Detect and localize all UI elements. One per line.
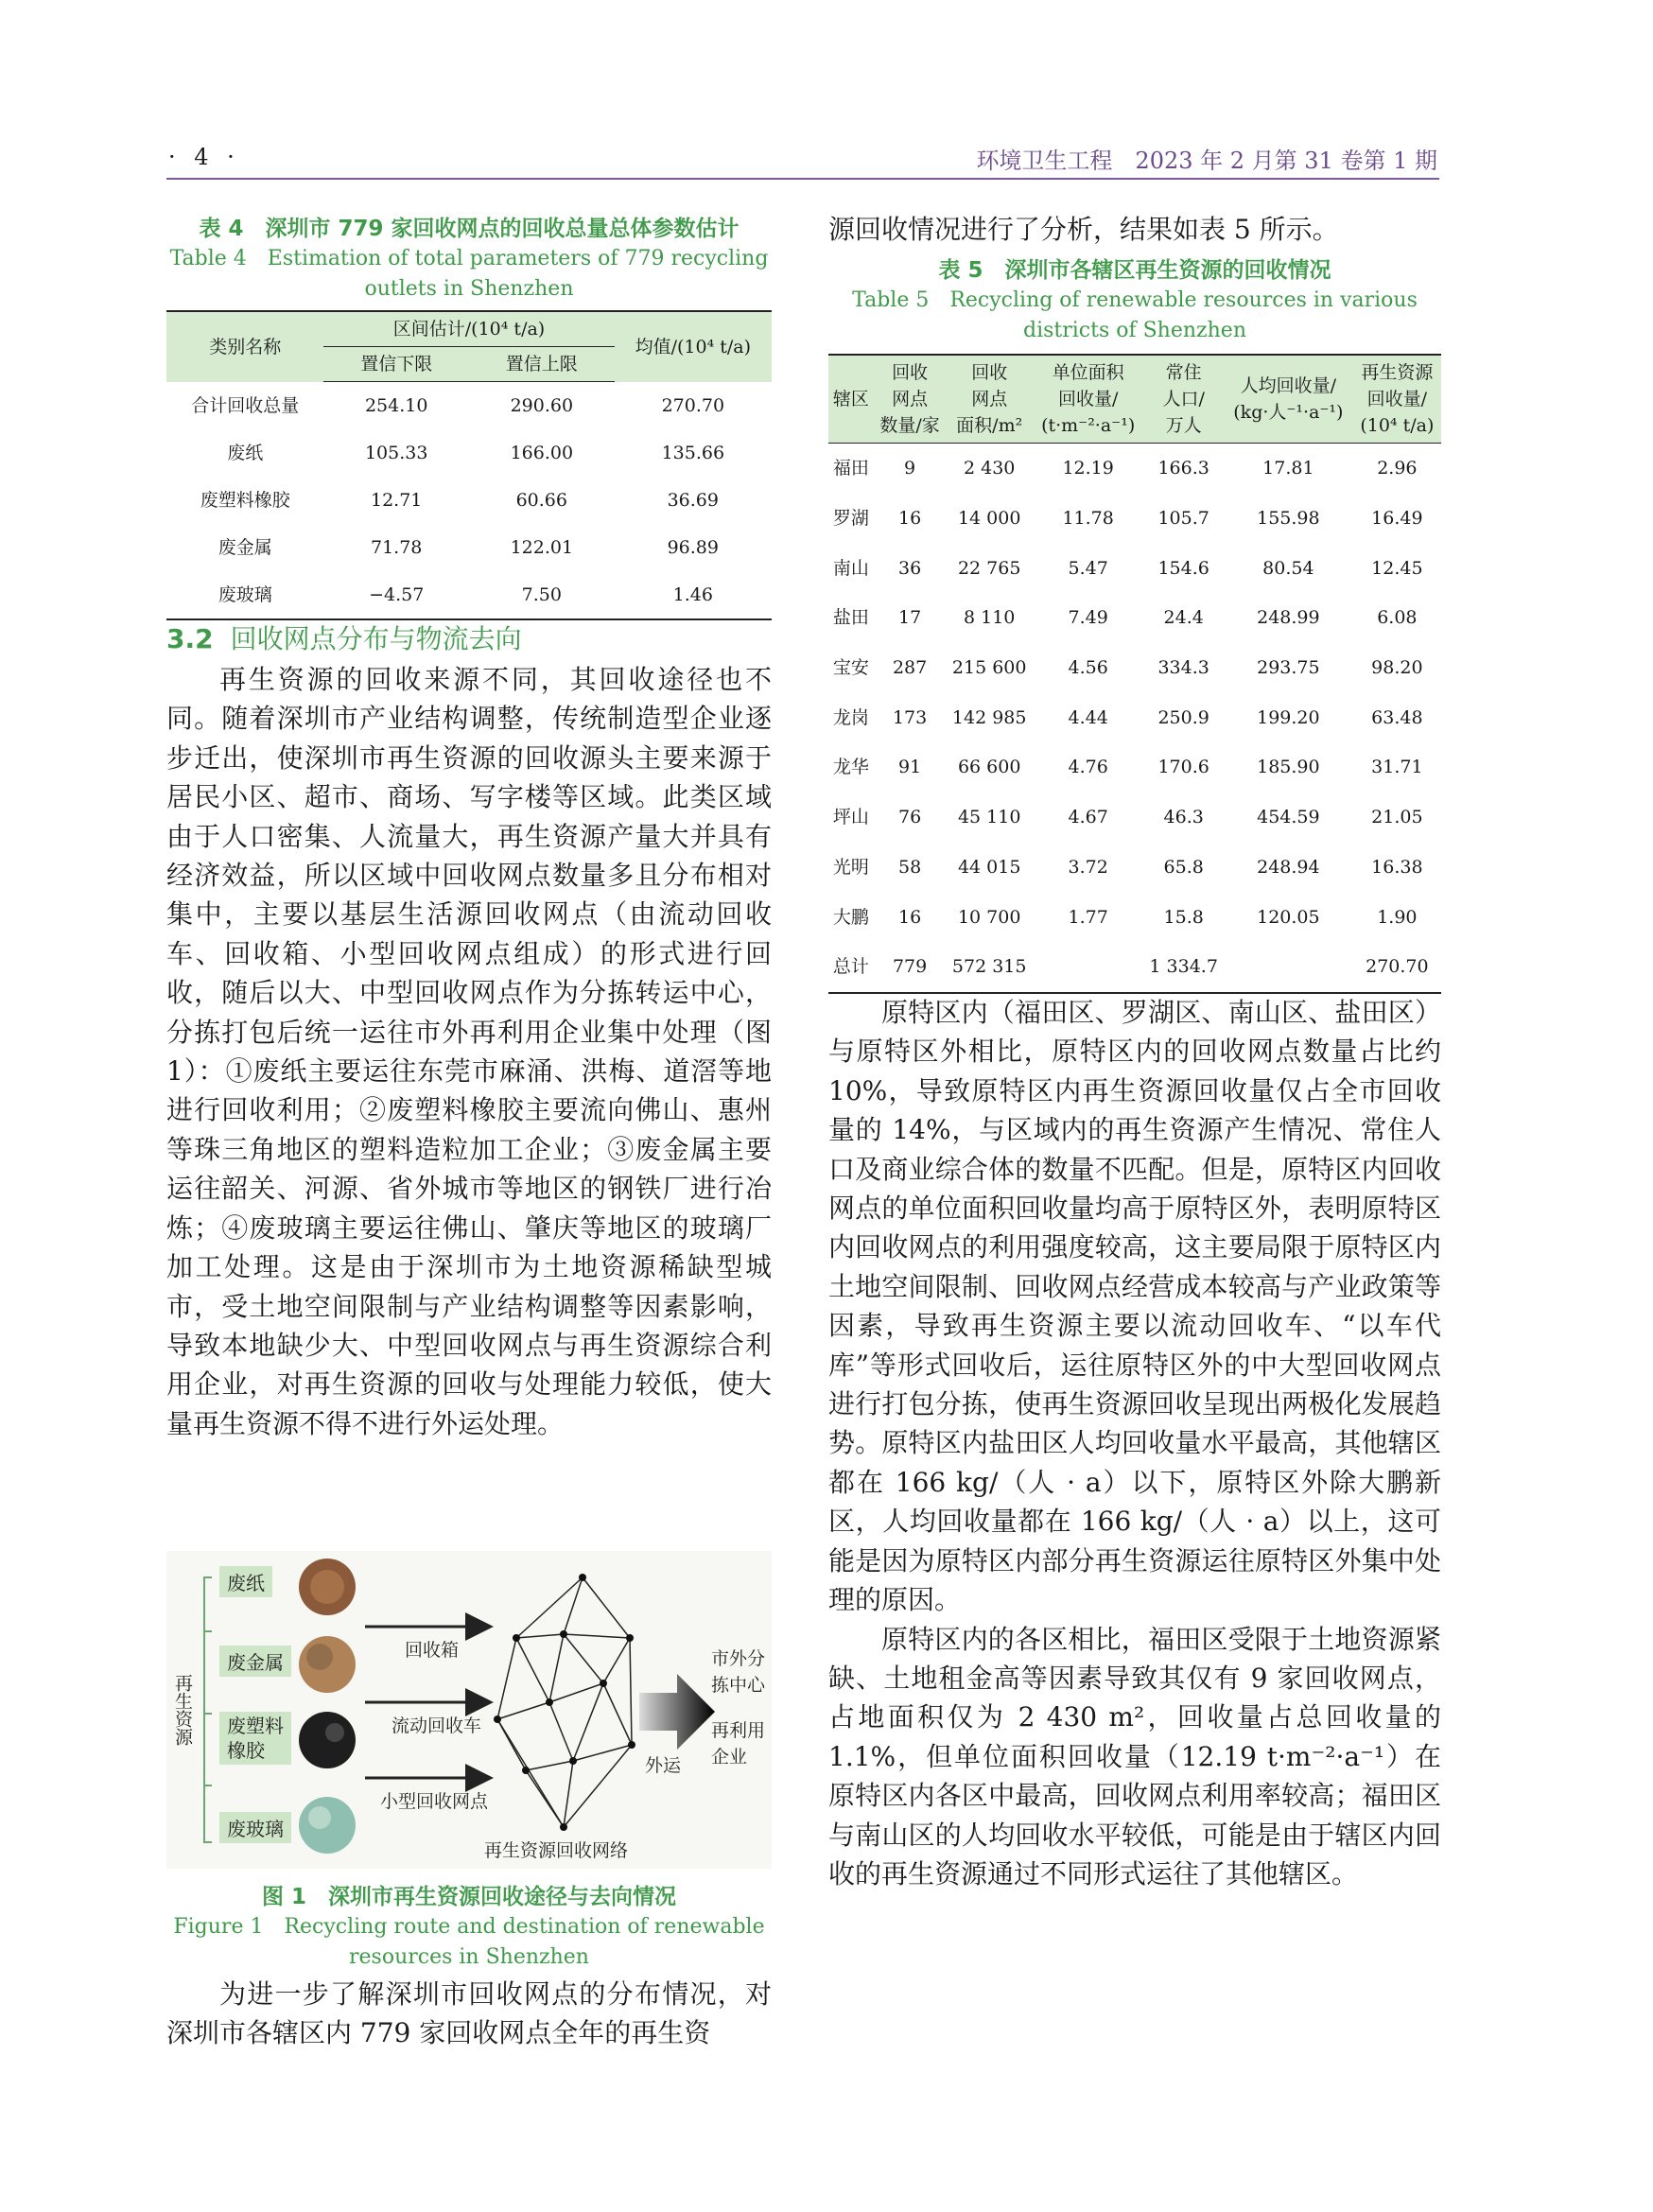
- figure1-dest-reuse: [711, 1717, 765, 1770]
- right-top: [828, 210, 1441, 249]
- figure1-caption-en-2: resources in Shenzhen: [349, 1945, 589, 1969]
- table-cell: 293.75: [1257, 657, 1320, 679]
- column-header-line: 网点: [971, 389, 1008, 409]
- table4-block: [166, 214, 772, 620]
- district-cell: 光明: [832, 856, 869, 878]
- table-cell: 46.3: [1163, 807, 1204, 828]
- table4-caption-en-1: Table 4 Estimation of total parameters of 779 recycling: [169, 247, 769, 270]
- figure1-item-plastic: [219, 1712, 291, 1765]
- table5-caption-en-1: Table 5 Recycling of renewable resources in various: [852, 288, 1418, 312]
- column-header: [1353, 355, 1441, 444]
- table-cell: 71.78: [370, 537, 423, 558]
- table-cell: 17.81: [1262, 458, 1314, 479]
- district-cell: 龙岗: [832, 706, 869, 728]
- column-header: [1224, 355, 1353, 444]
- paragraph: 为进一步了解深圳市回收网点的分布情况，对深圳市各辖区内 779 家回收网点全年的再生资: [166, 1978, 772, 2049]
- table-cell: 270.70: [1366, 956, 1429, 978]
- table-cell: 4.67: [1068, 807, 1108, 828]
- table-cell: 98.20: [1371, 657, 1423, 679]
- table-cell: 7.50: [521, 584, 562, 605]
- table-cell: 12.71: [370, 490, 423, 511]
- section-title: 回收网点分布与物流去向: [230, 623, 522, 654]
- left-body: [166, 660, 772, 1443]
- table-cell: 170.6: [1157, 757, 1209, 778]
- table-cell: 166.00: [510, 443, 574, 463]
- figure1-item-glass: 废玻璃: [219, 1812, 291, 1843]
- table5: [828, 354, 1441, 994]
- figure1-route-box: 回收箱: [405, 1640, 460, 1661]
- waste-plastic-photo: [299, 1712, 356, 1768]
- column-header: [946, 355, 1033, 444]
- section-heading: [166, 618, 522, 656]
- figure1-item-paper: 废纸: [219, 1566, 272, 1597]
- column-header-line: 回收量/: [1057, 389, 1119, 409]
- column-header-line: 辖区: [832, 389, 869, 409]
- recycling-network: [497, 1577, 632, 1827]
- table-cell: 270.70: [661, 394, 725, 416]
- table-cell: 22 765: [957, 557, 1021, 579]
- table-cell: 290.60: [510, 395, 574, 416]
- table-cell: 60.66: [515, 490, 567, 511]
- table4-header-upper: 置信上限: [469, 347, 615, 382]
- table-row: [828, 494, 1441, 544]
- table-cell: 12.19: [1062, 458, 1114, 479]
- figure1-dest-reuse-line1: 再利用: [711, 1720, 766, 1741]
- table-cell: 7.49: [1068, 607, 1108, 629]
- figure1-dest-sorting-line1: 市外分: [711, 1648, 766, 1669]
- table-cell: 44 015: [957, 856, 1021, 878]
- table-cell: 16.49: [1371, 508, 1423, 530]
- figure1-source-label: 再生资源: [172, 1674, 193, 1746]
- table-cell: 16.38: [1371, 856, 1423, 878]
- journal-header: 环境卫生工程 2023 年 2 月第 31 卷第 1 期: [976, 148, 1437, 174]
- figure1-route-small: 小型回收网点: [380, 1791, 489, 1812]
- table-cell: 3.72: [1068, 856, 1108, 878]
- table-cell: 105.7: [1157, 508, 1209, 530]
- district-cell: 福田: [832, 458, 869, 479]
- column-header-line: (10⁴ t/a): [1360, 415, 1435, 436]
- district-cell: 南山: [832, 557, 869, 579]
- table4: [166, 310, 772, 620]
- right-body: [828, 993, 1441, 1893]
- table-cell: 334.3: [1157, 657, 1209, 679]
- column-header-line: 回收: [892, 362, 929, 383]
- table4-header-lower: 置信下限: [323, 347, 469, 382]
- table-row: [828, 742, 1441, 792]
- table4-header-interval: 区间估计/(10⁴ t/a): [323, 311, 614, 347]
- table-cell: 250.9: [1157, 706, 1209, 728]
- table-cell: 12.45: [1371, 557, 1423, 579]
- column-header: [828, 355, 874, 444]
- table-cell: 76: [897, 807, 922, 828]
- figure1-dest-reuse-line2: 企业: [711, 1747, 748, 1768]
- figure1-item-plastic-line1: 废塑料: [227, 1715, 284, 1737]
- table-cell: 248.94: [1257, 856, 1320, 878]
- table-cell: 80.54: [1262, 557, 1314, 579]
- table-cell: 45 110: [957, 807, 1021, 828]
- table-cell: 11.78: [1062, 508, 1114, 530]
- column-header-line: 人均回收量/: [1240, 375, 1337, 396]
- table-row: [828, 643, 1441, 693]
- table-cell: 8 110: [963, 607, 1016, 629]
- paragraph: 源回收情况进行了分析，结果如表 5 所示。: [828, 214, 1339, 245]
- figure1-dest-sorting-line2: 拣中心: [711, 1675, 766, 1696]
- table-cell: 166.3: [1157, 458, 1209, 479]
- row-label: 合计回收总量: [191, 394, 300, 416]
- table-cell: 14 000: [957, 508, 1021, 530]
- table-row: [166, 524, 772, 571]
- table-row: [828, 892, 1441, 942]
- table-cell: 91: [897, 757, 922, 778]
- table4-caption-zh: 表 4 深圳市 779 家回收网点的回收总量总体参数估计: [199, 217, 740, 241]
- table-cell: 10 700: [957, 906, 1021, 928]
- table-cell: 63.48: [1371, 706, 1423, 728]
- figure1-network-label: 再生资源回收网络: [484, 1840, 629, 1861]
- district-cell: 坪山: [832, 807, 869, 828]
- table-cell: 287: [892, 657, 928, 679]
- table-row: [828, 692, 1441, 742]
- table4-caption-en-2: outlets in Shenzhen: [364, 277, 574, 301]
- table-cell: 199.20: [1257, 706, 1320, 728]
- figure1: [166, 1551, 772, 1869]
- table-row: [166, 477, 772, 524]
- table-cell: 1 334.7: [1149, 956, 1218, 978]
- table4-body: [166, 382, 772, 620]
- table-cell: 173: [892, 706, 928, 728]
- table-row: [166, 382, 772, 430]
- table-cell: 16: [897, 508, 922, 530]
- table-row: [166, 571, 772, 619]
- table5-body: [828, 444, 1441, 993]
- column-header-line: 再生资源: [1361, 362, 1434, 383]
- table-cell: 65.8: [1163, 856, 1204, 878]
- table-cell: 120.05: [1257, 906, 1320, 928]
- table-cell: 4.44: [1068, 706, 1108, 728]
- table-cell: 15.8: [1163, 906, 1204, 928]
- table-row: [828, 444, 1441, 494]
- table-cell: 155.98: [1257, 508, 1320, 530]
- table-cell: 36: [897, 557, 922, 579]
- table-cell: 6.08: [1377, 607, 1418, 629]
- table-cell: 248.99: [1257, 607, 1320, 629]
- transport-arrow: [639, 1674, 715, 1750]
- row-label: 废玻璃: [218, 584, 272, 605]
- table-cell: 2.96: [1377, 458, 1418, 479]
- table-cell: 4.56: [1068, 657, 1108, 679]
- column-header-line: 回收: [971, 362, 1008, 383]
- table-cell: −4.57: [369, 584, 425, 605]
- left-tail: [166, 1975, 772, 2053]
- table-cell: 1.46: [672, 584, 713, 605]
- row-label: 废纸: [227, 443, 264, 463]
- table-cell: 779: [892, 956, 928, 978]
- table-cell: 135.66: [661, 443, 725, 463]
- paragraph: 原特区内（福田区、罗湖区、南山区、盐田区）与原特区外相比，原特区内的回收网点数量占比约 10%，导致原特区内再生资源回收量仅占全市回收量的 14%，与区域内的再生资源产生情况、常住人口及商业综合体的数量不匹配。但是，原特区内回收网点的单位面积回收量均高于原特区外，表明原特区内回收网点的利用强度较高，这主要局限于原特区内土地空间限制、回收网点经营成本较高与产业政策等因素，导致再生资源主要以流动回收车、“以车代库”等形式回收后，运往原特区外的中大型回收网点进行打包分拣，使再生资源回收呈现出两极化发展趋势。原特区内盐田区人均回收量水平最高，其他辖区都在 166 kg/（人 · a）以下，原特区外除大鹏新区，人均回收量都在 166 kg/（人 · a）以上，这可能是因为原特区内部分再生资源运往原特区外集中处理的原因。: [828, 997, 1441, 1616]
- figure1-caption-en-1: Figure 1 Recycling route and destination of renewable: [173, 1915, 765, 1939]
- table-row: [166, 429, 772, 477]
- table-row: [828, 543, 1441, 593]
- table-cell: 5.47: [1068, 557, 1108, 579]
- table-cell: 9: [904, 458, 916, 479]
- district-cell: 大鹏: [832, 906, 869, 928]
- column-header-line: 回收量/: [1366, 389, 1428, 409]
- district-cell: 宝安: [832, 657, 869, 679]
- table-cell: 58: [897, 856, 922, 878]
- table4-header-mean: 均值/(10⁴ t/a): [615, 311, 772, 382]
- paragraph: 再生资源的回收来源不同，其回收途径也不同。随着深圳市产业结构调整，传统制造型企业逐步迁出，使深圳市再生资源的回收源头主要来源于居民小区、超市、商场、写字楼等区域。此类区域由于人口密集、人流量大，再生资源产量大并具有经济效益，所以区域中回收网点数量多且分布相对集中，主要以基层生活源回收网点（由流动回收车、回收箱、小型回收网点组成）的形式进行回收，随后以大、中型回收网点作为分拣转运中心，分拣打包后统一运往市外再利用企业集中处理（图 1）：①废纸主要运往东莞市麻涌、洪梅、道滘等地进行回收利用；②废塑料橡胶主要流向佛山、惠州等珠三角地区的塑料造粒加工企业；③废金属主要运往韶关、河源、省外城市等地区的钢铁厂进行冶炼；④废玻璃主要运往佛山、肇庆等地区的玻璃厂加工处理。这是由于深圳市为土地资源稀缺型城市，受土地空间限制与产业结构调整等因素影响，导致本地缺少大、中型回收网点与再生资源综合利用企业，对再生资源的回收与处理能力较低，使大量再生资源不得不进行外运处理。: [166, 664, 772, 1439]
- table-row: [828, 843, 1441, 893]
- district-cell: 罗湖: [832, 508, 869, 530]
- table5-caption-en-2: districts of Shenzhen: [1022, 319, 1246, 342]
- table-cell: 154.6: [1157, 557, 1209, 579]
- column-header-line: 数量/家: [879, 415, 940, 436]
- district-cell: 盐田: [832, 607, 869, 629]
- table-cell: 1.90: [1377, 906, 1418, 928]
- table-row: [828, 942, 1441, 993]
- header-rule: [166, 178, 1439, 180]
- table-cell: 36.69: [667, 490, 719, 511]
- column-header-line: (kg·人⁻¹·a⁻¹): [1233, 402, 1344, 423]
- district-cell: 龙华: [832, 757, 869, 778]
- page-number: · 4 ·: [168, 144, 240, 170]
- column-header-line: 网点: [892, 389, 929, 409]
- table-cell: 185.90: [1257, 757, 1320, 778]
- column-header-line: 万人: [1165, 415, 1202, 436]
- table-cell: 142 985: [951, 706, 1027, 728]
- paragraph: 原特区内的各区相比，福田区受限于土地资源紧缺、土地租金高等因素导致其仅有 9 家回收网点，占地面积仅为 2 430 m²，回收量占总回收量的 1.1%，但单位面积回收量（12.19 t·m⁻²·a⁻¹）在原特区内各区中最高，回收网点利用率较高；福田区与南山区的人均回收水平较低，可能是由于辖区内回收的再生资源通过不同形式运往了其他辖区。: [828, 1623, 1441, 1890]
- column-header: [1033, 355, 1143, 444]
- column-header-line: 面积/m²: [956, 415, 1023, 436]
- row-label: 废塑料橡胶: [200, 490, 290, 511]
- row-label: 废金属: [218, 537, 272, 558]
- table-cell: 16: [897, 906, 922, 928]
- table-cell: 66 600: [957, 757, 1021, 778]
- table-cell: 31.71: [1371, 757, 1423, 778]
- figure1-dest-sorting: [711, 1646, 765, 1698]
- table-cell: 21.05: [1371, 807, 1423, 828]
- table4-header-category: 类别名称: [166, 311, 323, 382]
- column-header-line: (t·m⁻²·a⁻¹): [1041, 415, 1136, 436]
- figure1-transport-label: 外运: [645, 1755, 682, 1776]
- table-cell: 2 430: [963, 458, 1016, 479]
- table-cell: 254.10: [364, 395, 428, 416]
- table-cell: 1.77: [1068, 906, 1108, 928]
- section-number: 3.2: [166, 623, 214, 654]
- column-header-line: 单位面积: [1052, 362, 1124, 383]
- table-row: [828, 792, 1441, 843]
- table-cell: 215 600: [951, 657, 1027, 679]
- column-header: [874, 355, 947, 444]
- figure1-item-plastic-line2: 橡胶: [227, 1739, 265, 1762]
- table-cell: 572 315: [951, 956, 1027, 978]
- figure1-route-car: 流动回收车: [392, 1716, 482, 1736]
- figure1-item-metal: 废金属: [219, 1646, 291, 1677]
- district-cell: 总计: [832, 956, 869, 978]
- column-header-line: 常住: [1165, 362, 1202, 383]
- table-row: [828, 593, 1441, 643]
- table-cell: 17: [897, 607, 922, 629]
- table-cell: [1033, 942, 1143, 993]
- table-cell: [1224, 942, 1353, 993]
- figure1-caption: [166, 1882, 772, 1973]
- table-cell: 122.01: [510, 537, 574, 558]
- table5-header-row: [828, 355, 1441, 444]
- table-cell: 105.33: [364, 443, 428, 463]
- table-cell: 24.4: [1163, 607, 1204, 629]
- table5-caption-zh: 表 5 深圳市各辖区再生资源的回收情况: [938, 258, 1331, 283]
- table-cell: 96.89: [667, 537, 719, 558]
- table5-block: [828, 255, 1441, 994]
- figure1-caption-zh: 图 1 深圳市再生资源回收途径与去向情况: [261, 1885, 676, 1909]
- table-cell: 4.76: [1068, 757, 1108, 778]
- column-header: [1143, 355, 1224, 444]
- column-header-line: 人口/: [1162, 389, 1205, 409]
- table-cell: 454.59: [1257, 807, 1320, 828]
